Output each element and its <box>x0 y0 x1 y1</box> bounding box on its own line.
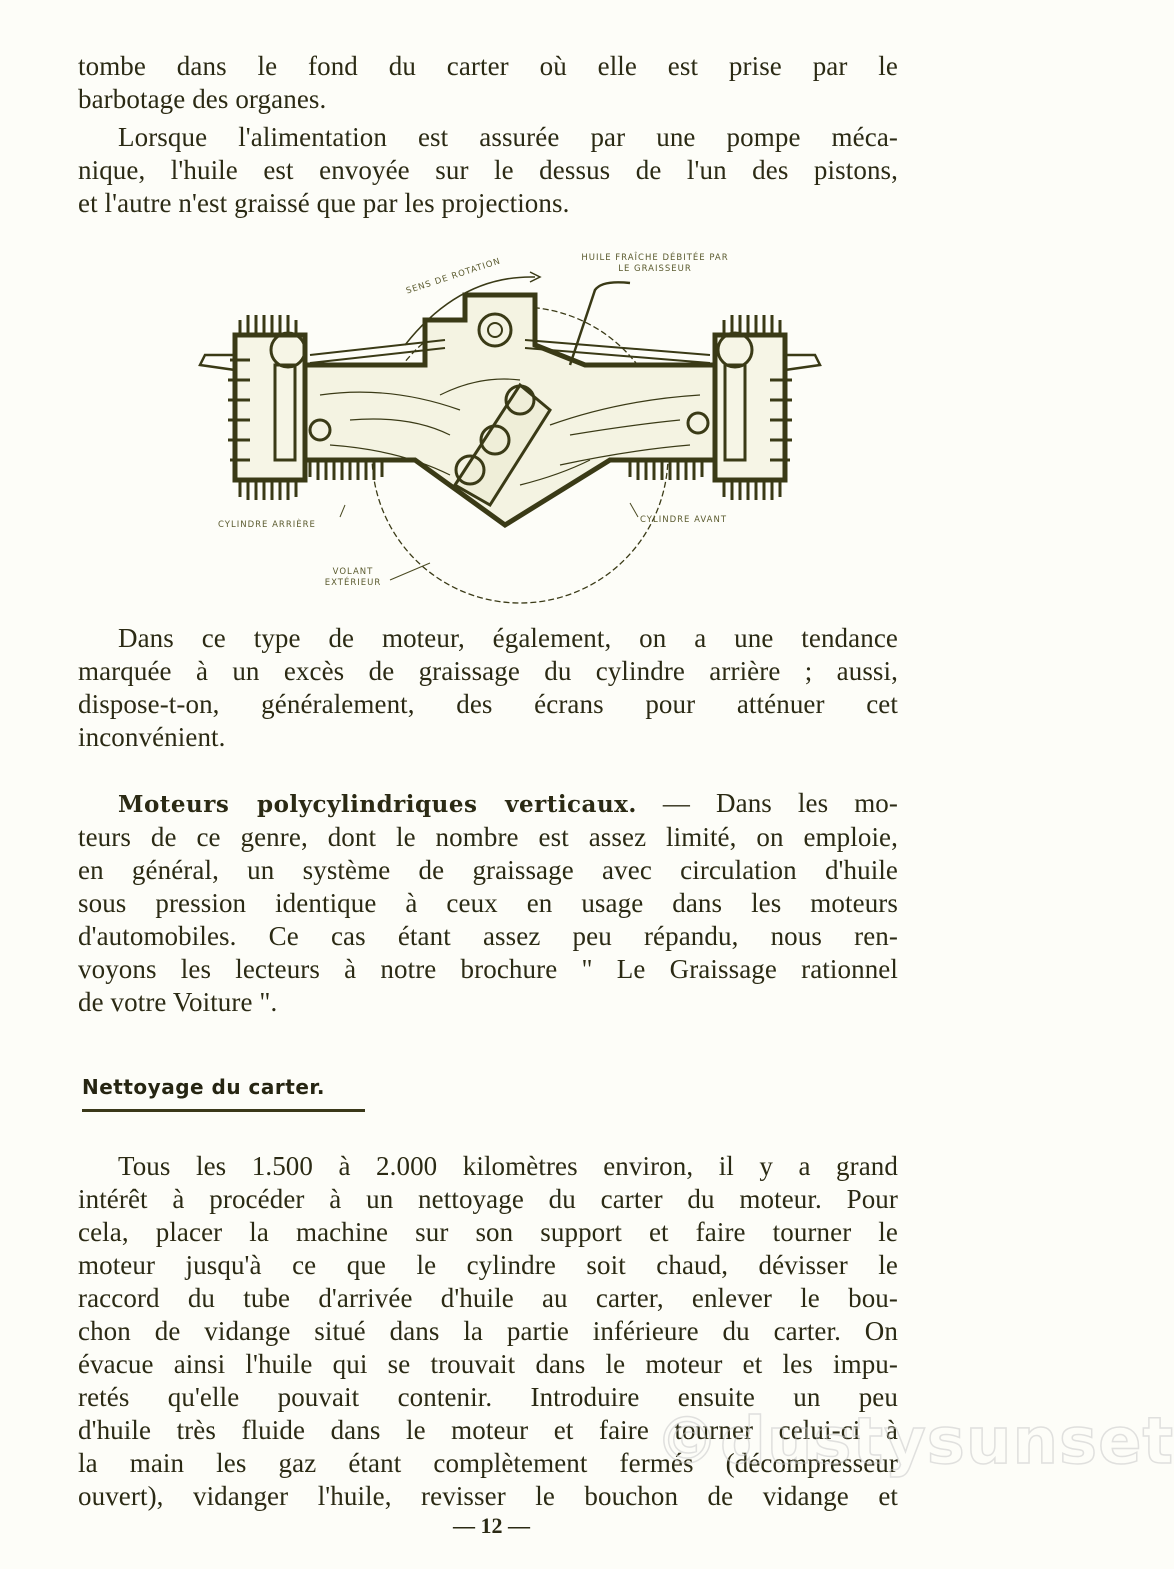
label-rear-cylinder: CYLINDRE ARRIÈRE <box>218 520 316 530</box>
text-line: voyons les lecteurs à notre brochure " Le Graissage rationnel <box>78 954 898 984</box>
paragraph-carter-cleaning <box>78 1150 898 1513</box>
paragraph-rear-cylinder <box>78 622 898 754</box>
section-heading: Nettoyage du carter. <box>82 1075 326 1099</box>
text-line <box>78 787 898 821</box>
text-line: ouvert), vidanger l'huile, revisser le bouchon de vidange et <box>78 1481 898 1511</box>
watermark: ©dustysunset <box>655 1405 1174 1479</box>
text-line: dispose-t-on, généralement, des écrans pour atténuer cet <box>78 689 898 719</box>
page-number: — 12 — <box>453 1513 530 1538</box>
text-line: tombe dans le fond du carter où elle est prise par le <box>78 51 898 81</box>
label-rotation: SENS DE ROTATION <box>405 256 503 297</box>
paragraph-continuation <box>78 50 898 116</box>
text-line: intérêt à procéder à un nettoyage du carter du moteur. Pour <box>78 1184 898 1214</box>
text-line: d'huile très fluide dans le moteur et faire tourner celui-ci à <box>78 1415 898 1445</box>
label-fresh-oil-line-2: LE GRAISSEUR <box>618 264 692 274</box>
text-line: la main les gaz étant complètement fermés (décompresseur <box>78 1448 898 1478</box>
label-flywheel-line-1: VOLANT <box>332 567 374 577</box>
text-line: évacue ainsi l'huile qui se trouvait dans le moteur et les impu- <box>78 1349 898 1379</box>
text-line: d'automobiles. Ce cas étant assez peu répandu, nous ren- <box>78 921 898 951</box>
text-line: barbotage des organes. <box>78 84 327 114</box>
text-line: retés qu'elle pouvait contenir. Introduire ensuite un peu <box>78 1382 898 1412</box>
paragraph-vertical-engines <box>78 787 898 1019</box>
text-line: cela, placer la machine sur son support et faire tourner le <box>78 1217 898 1247</box>
label-flywheel-line-2: EXTÉRIEUR <box>324 578 382 588</box>
text-line: chon de vidange situé dans la partie inférieure du carter. On <box>78 1316 898 1346</box>
text-line: teurs de ce genre, dont le nombre est assez limité, on emploie, <box>78 822 898 852</box>
text-line: raccord du tube d'arrivée d'huile au carter, enlever le bou- <box>78 1283 898 1313</box>
label-fresh-oil <box>550 253 760 275</box>
text-line: Dans ce type de moteur, également, on a une tendance <box>118 623 898 653</box>
text-line: sous pression identique à ceux en usage dans les moteurs <box>78 888 898 918</box>
text-line: inconvénient. <box>78 722 226 752</box>
label-fresh-oil-line-1: HUILE FRAÎCHE DÉBITÉE PAR <box>581 253 729 263</box>
text-line: Tous les 1.500 à 2.000 kilomètres environ, il y a grand <box>118 1151 898 1181</box>
text-line: et l'autre n'est graissé que par les projections. <box>78 188 570 218</box>
text-line: marquée à un excès de graissage du cylindre arrière ; aussi, <box>78 656 898 686</box>
heading-underline <box>82 1109 365 1112</box>
label-flywheel <box>318 567 388 589</box>
engine-diagram <box>190 235 830 605</box>
engine-illustration <box>190 235 830 605</box>
text-line: nique, l'huile est envoyée sur le dessus de l'un des pistons, <box>78 155 898 185</box>
text-line: en général, un système de graissage avec circulation d'huile <box>78 855 898 885</box>
label-front-cylinder: CYLINDRE AVANT <box>640 515 728 525</box>
text-line: Lorsque l'alimentation est assurée par une pompe méca- <box>118 122 898 152</box>
run-in-heading: Moteurs polycylindriques verticaux. <box>118 791 637 818</box>
text-line: moteur jusqu'à ce que le cylindre soit chaud, dévisser le <box>78 1250 898 1280</box>
text-fragment: — Dans les mo- <box>662 788 898 818</box>
text-line: de votre Voiture ". <box>78 987 278 1017</box>
paragraph-pump <box>78 121 898 220</box>
